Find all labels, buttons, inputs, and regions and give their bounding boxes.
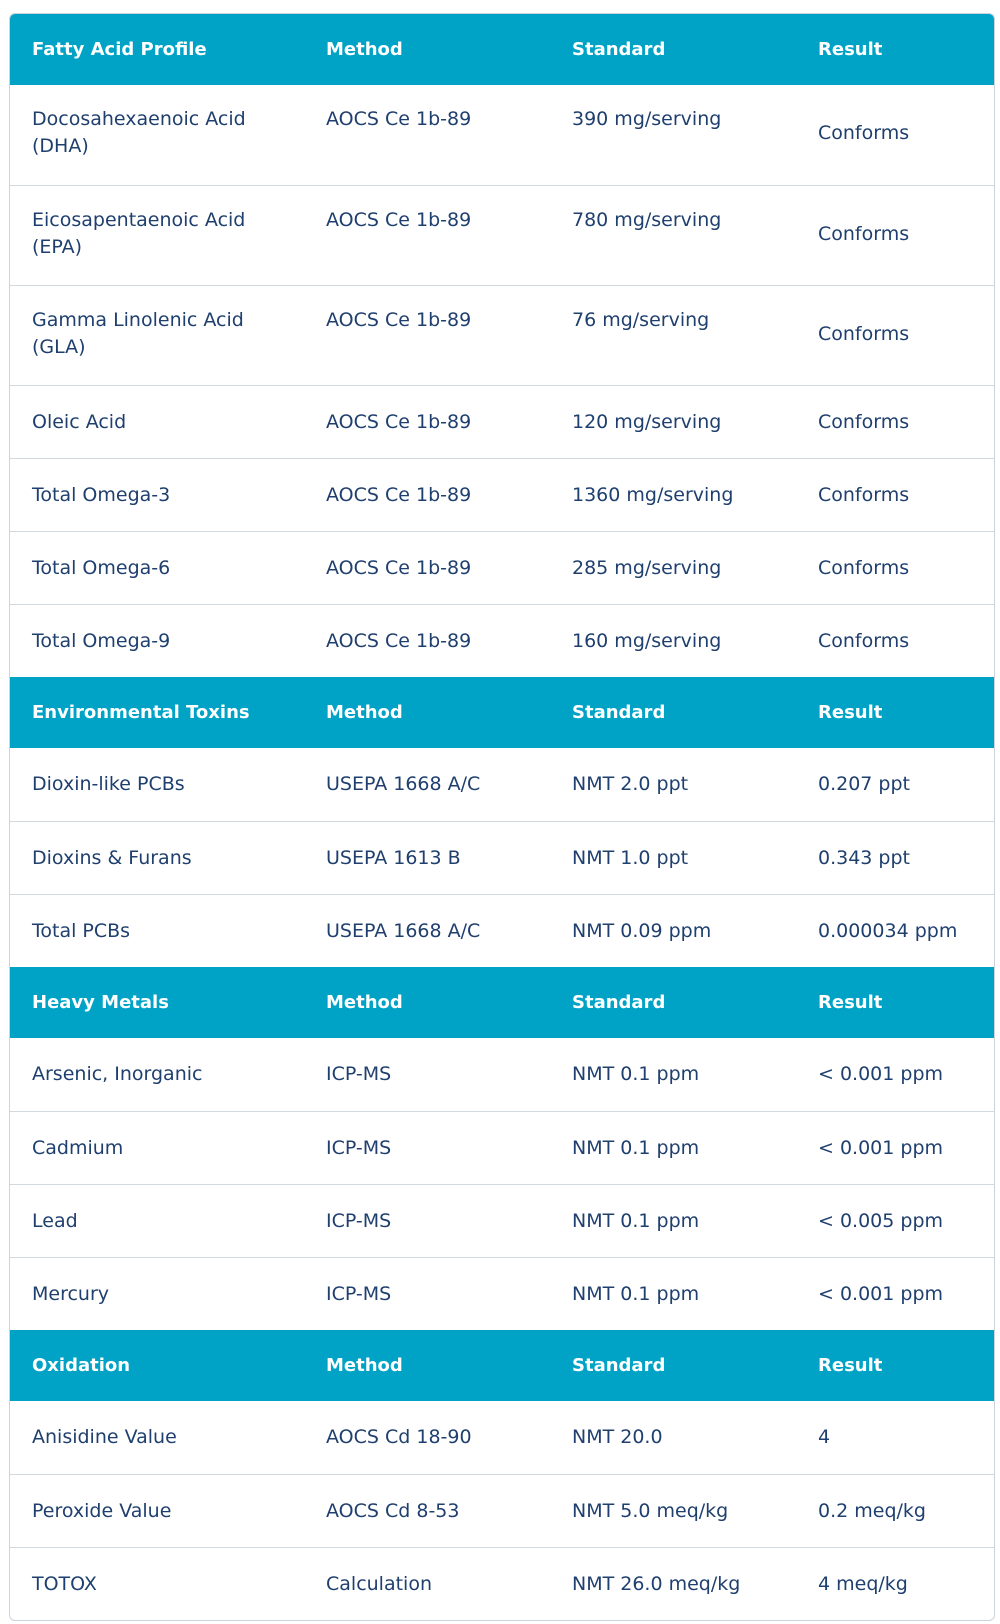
analyte-method: AOCS Ce 1b-89 — [326, 108, 472, 130]
analyte-name: Peroxide Value — [32, 1499, 172, 1522]
analyte-standard: NMT 0.1 ppm — [572, 1282, 700, 1305]
analyte-standard: 1360 mg/serving — [572, 483, 734, 506]
table-row — [10, 185, 994, 285]
column-header-method: Method — [326, 702, 403, 723]
column-header-result: Result — [818, 992, 883, 1013]
table-row — [10, 385, 994, 458]
analyte-standard: 390 mg/serving — [572, 108, 722, 130]
analyte-result: 0.000034 ppm — [818, 919, 958, 942]
column-header-result: Result — [818, 702, 883, 723]
analyte-method: Calculation — [326, 1572, 432, 1595]
table-row — [10, 1547, 994, 1620]
analyte-result: Conforms — [818, 483, 910, 506]
table-row — [10, 1184, 994, 1257]
table-row — [10, 604, 994, 677]
analyte-method: AOCS Ce 1b-89 — [326, 309, 472, 331]
table-row — [10, 285, 994, 385]
analyte-standard: NMT 0.1 ppm — [572, 1063, 700, 1085]
analyte-standard: NMT 20.0 — [572, 1426, 663, 1448]
analyte-result: < 0.001 ppm — [818, 1063, 944, 1085]
analyte-method: ICP-MS — [326, 1063, 392, 1085]
table-row — [10, 1111, 994, 1184]
analyte-method: AOCS Ce 1b-89 — [326, 629, 472, 652]
column-header-result: Result — [818, 39, 883, 60]
analyte-name: Dioxins & Furans — [32, 846, 192, 869]
section-header-oxidation — [10, 1330, 994, 1401]
column-header-standard: Standard — [572, 39, 666, 60]
analyte-name: Gamma Linolenic Acid (GLA) — [32, 309, 244, 358]
analyte-method: AOCS Cd 18-90 — [326, 1426, 472, 1448]
analyte-name: Dioxin-like PCBs — [32, 773, 185, 795]
analyte-standard: 120 mg/serving — [572, 410, 722, 433]
column-header-method: Method — [326, 1355, 403, 1376]
column-header-standard: Standard — [572, 702, 666, 723]
analyte-name: Lead — [32, 1209, 78, 1232]
analyte-method: AOCS Ce 1b-89 — [326, 556, 472, 579]
analyte-method: USEPA 1613 B — [326, 846, 461, 869]
analyte-method: AOCS Ce 1b-89 — [326, 410, 472, 433]
analyte-result: 0.343 ppt — [818, 846, 911, 869]
column-header-method: Method — [326, 992, 403, 1013]
analyte-name: Docosahexaenoic Acid (DHA) — [32, 108, 246, 157]
analyte-result: Conforms — [818, 323, 910, 345]
analyte-result: Conforms — [818, 629, 910, 652]
analyte-result: Conforms — [818, 223, 910, 245]
analyte-result: < 0.005 ppm — [818, 1209, 944, 1232]
section-title: Heavy Metals — [32, 992, 169, 1013]
section-header-heavy-metals — [10, 967, 994, 1038]
analyte-standard: 285 mg/serving — [572, 556, 722, 579]
analyte-name: Eicosapentaenoic Acid (EPA) — [32, 209, 246, 258]
analyte-result: 4 — [818, 1426, 831, 1448]
analyte-standard: NMT 0.1 ppm — [572, 1209, 700, 1232]
analyte-standard: 780 mg/serving — [572, 209, 722, 231]
analyte-result: 4 meq/kg — [818, 1572, 908, 1595]
analyte-standard: NMT 26.0 meq/kg — [572, 1572, 741, 1595]
analyte-method: AOCS Ce 1b-89 — [326, 209, 472, 231]
analyte-name: Cadmium — [32, 1136, 124, 1159]
analyte-method: ICP-MS — [326, 1209, 392, 1232]
analyte-standard: NMT 2.0 ppt — [572, 773, 689, 795]
analyte-result: Conforms — [818, 122, 910, 144]
column-header-method: Method — [326, 39, 403, 60]
analyte-name: TOTOX — [32, 1572, 97, 1595]
analyte-method: AOCS Cd 8-53 — [326, 1499, 460, 1522]
analyte-result: 0.207 ppt — [818, 773, 911, 795]
analyte-standard: NMT 1.0 ppt — [572, 846, 689, 869]
section-header-environmental-toxins — [10, 677, 994, 748]
table-row — [10, 894, 994, 967]
analyte-result: 0.2 meq/kg — [818, 1499, 926, 1522]
section-title: Fatty Acid Profile — [32, 39, 207, 60]
table-row — [10, 531, 994, 604]
analyte-name: Oleic Acid — [32, 410, 127, 433]
analyte-method: AOCS Ce 1b-89 — [326, 483, 472, 506]
section-title: Oxidation — [32, 1355, 131, 1376]
test-results-table — [9, 13, 995, 1621]
analyte-name: Arsenic, Inorganic — [32, 1063, 203, 1085]
analyte-method: USEPA 1668 A/C — [326, 919, 481, 942]
analyte-name: Total Omega-9 — [32, 629, 171, 652]
column-header-result: Result — [818, 1355, 883, 1376]
column-header-standard: Standard — [572, 1355, 666, 1376]
table-row — [10, 1474, 994, 1547]
table-row — [10, 821, 994, 894]
analyte-result: Conforms — [818, 556, 910, 579]
analyte-result: Conforms — [818, 410, 910, 433]
analyte-name: Total Omega-6 — [32, 556, 171, 579]
analyte-name: Total PCBs — [32, 919, 131, 942]
section-title: Environmental Toxins — [32, 702, 250, 723]
table-row — [10, 1401, 994, 1474]
table-row — [10, 748, 994, 821]
analyte-method: ICP-MS — [326, 1136, 392, 1159]
section-header-fatty-acid-profile — [10, 14, 994, 85]
analyte-standard: NMT 0.09 ppm — [572, 919, 712, 942]
analyte-method: ICP-MS — [326, 1282, 392, 1305]
analyte-name: Anisidine Value — [32, 1426, 177, 1448]
analyte-name: Mercury — [32, 1282, 110, 1305]
analyte-result: < 0.001 ppm — [818, 1282, 944, 1305]
analyte-result: < 0.001 ppm — [818, 1136, 944, 1159]
table-row — [10, 1038, 994, 1111]
analyte-standard: 76 mg/serving — [572, 309, 710, 331]
table-row — [10, 458, 994, 531]
analyte-standard: NMT 0.1 ppm — [572, 1136, 700, 1159]
table-row — [10, 85, 994, 185]
analyte-method: USEPA 1668 A/C — [326, 773, 481, 795]
analyte-standard: NMT 5.0 meq/kg — [572, 1499, 729, 1522]
table-row — [10, 1257, 994, 1330]
analyte-standard: 160 mg/serving — [572, 629, 722, 652]
analyte-name: Total Omega-3 — [32, 483, 171, 506]
column-header-standard: Standard — [572, 992, 666, 1013]
